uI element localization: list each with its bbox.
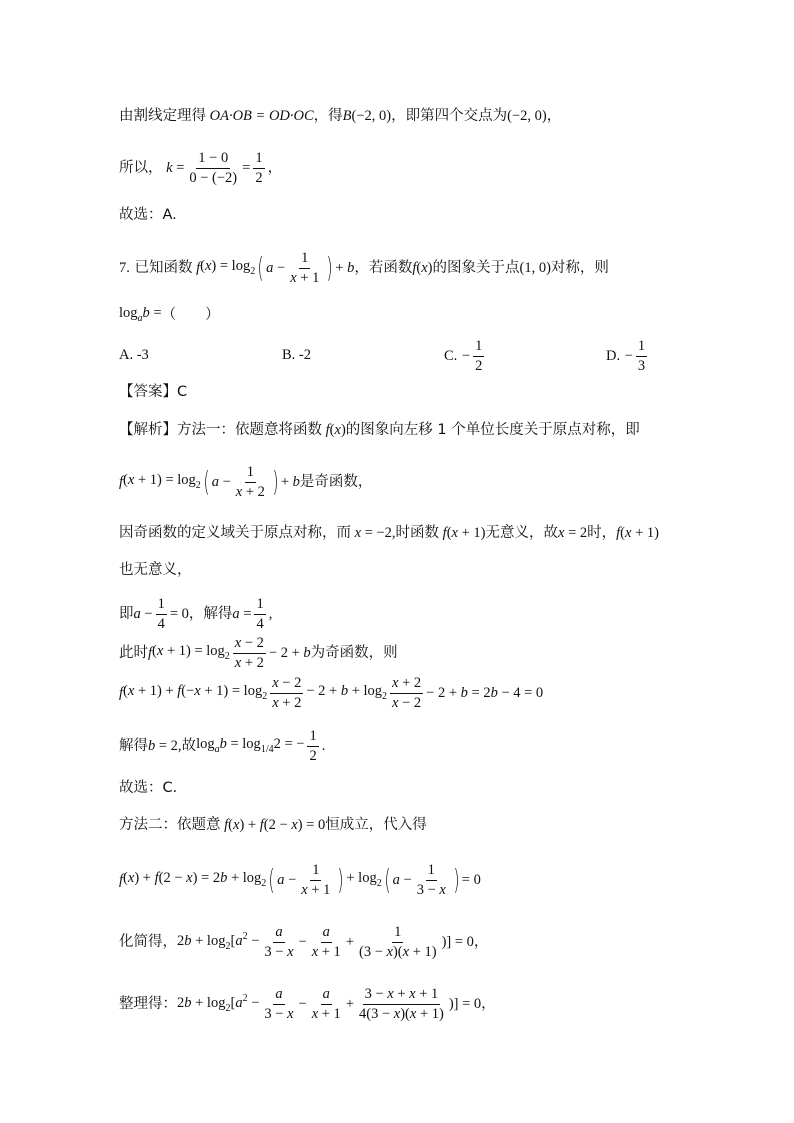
- domain-line: 因奇函数的定义域关于原点对称，而 x = −2, 时函数 f (x + 1) 无意义，故 x = 2 时， f (x + 1): [119, 525, 659, 541]
- answer-choice-a: 故选：A.: [119, 207, 177, 223]
- answer-choice-c: 故选：C．: [119, 780, 188, 796]
- sum-equation: f $(x + 1) + f(-x + 1) = \log_2$ $\frac{x - 2}{x + 2}$ − $2 + b + \log_2$ $\frac{x + 2}{x - 2}$ − 2 + b = 2b − 4 = 0: [119, 675, 544, 711]
- option-c: C. − $\frac{1}{2}$: [444, 338, 483, 374]
- question-7: 7. 已知函数 f $(x) = \log_2$ ( a − $\frac{1}{x + 1}$ ) + b ，若函数 f (x) 的图象关于点 (1, 0) 对称，则: [119, 250, 609, 286]
- odd-function-line: 此时 f $(x + 1) = \log_2$ $\frac{x - 2}{x + 2}$ − 2 + b 为奇函数，则: [119, 635, 398, 671]
- meaningless-line: 也无意义，: [119, 562, 192, 578]
- option-a: A. -3: [119, 347, 149, 363]
- secant-theorem-line: 由割线定理得 OA·OB = OD·OC ，得 B (−2, 0) ，即第四个交点为 (−2, 0) ，: [119, 108, 562, 124]
- option-b: B. -2: [282, 347, 311, 363]
- slope-line: 所以， k = $\frac{1 - 0}{0 - (-2)}$ = $\frac{1}{2}$ ，: [119, 150, 283, 186]
- analysis-intro: 【解析】方法一：依题意将函数 f (x) 的图象向左移 1 个单位长度关于原点对称，即: [119, 422, 640, 438]
- method-two-equation: f $(x) + f(2 - x) = 2b + \log_2$ ( a − $\frac{1}{x + 1}$ ) + $\log_2$ ( a − $\frac{1}{3 - x}$ ) = 0: [119, 862, 481, 898]
- question-7-blank: $\log_ab$ = （ ）: [119, 305, 220, 324]
- arrange-line: 整理得： $2b + \log_2[a^2$ − $\frac{a}{3 - x}$ − $\frac{a}{x + 1}$ + $\frac{3 - x + x + 1}{4(3 - x)(x + 1)}$ )] = 0，: [119, 986, 496, 1022]
- solve-a-line: 即 a − $\frac{1}{4}$ = 0 ，解得 a = $\frac{1}{4}$ ,: [119, 596, 273, 632]
- solve-b-line: 解得 b = 2, 故 $\log_ab = \log_{1/4}2$ = − $\frac{1}{2}$ .: [119, 728, 326, 764]
- answer-label: 【答案】C: [119, 384, 188, 400]
- option-d: D. − $\frac{1}{3}$: [606, 338, 646, 374]
- simplify-line: 化简得， $2b + \log_2[a^2$ − $\frac{a}{3 - x}$ − $\frac{a}{x + 1}$ + $\frac{1}{(3 - x)(x + 1)}$ )] = 0，: [119, 924, 489, 960]
- shifted-function: f $(x + 1) = \log_2$ ( a − $\frac{1}{x + 2}$ ) + b 是奇函数，: [119, 464, 373, 500]
- method-two-intro: 方法二：依题意 f (x) + f(2 − x) = 0 恒成立，代入得: [119, 817, 427, 833]
